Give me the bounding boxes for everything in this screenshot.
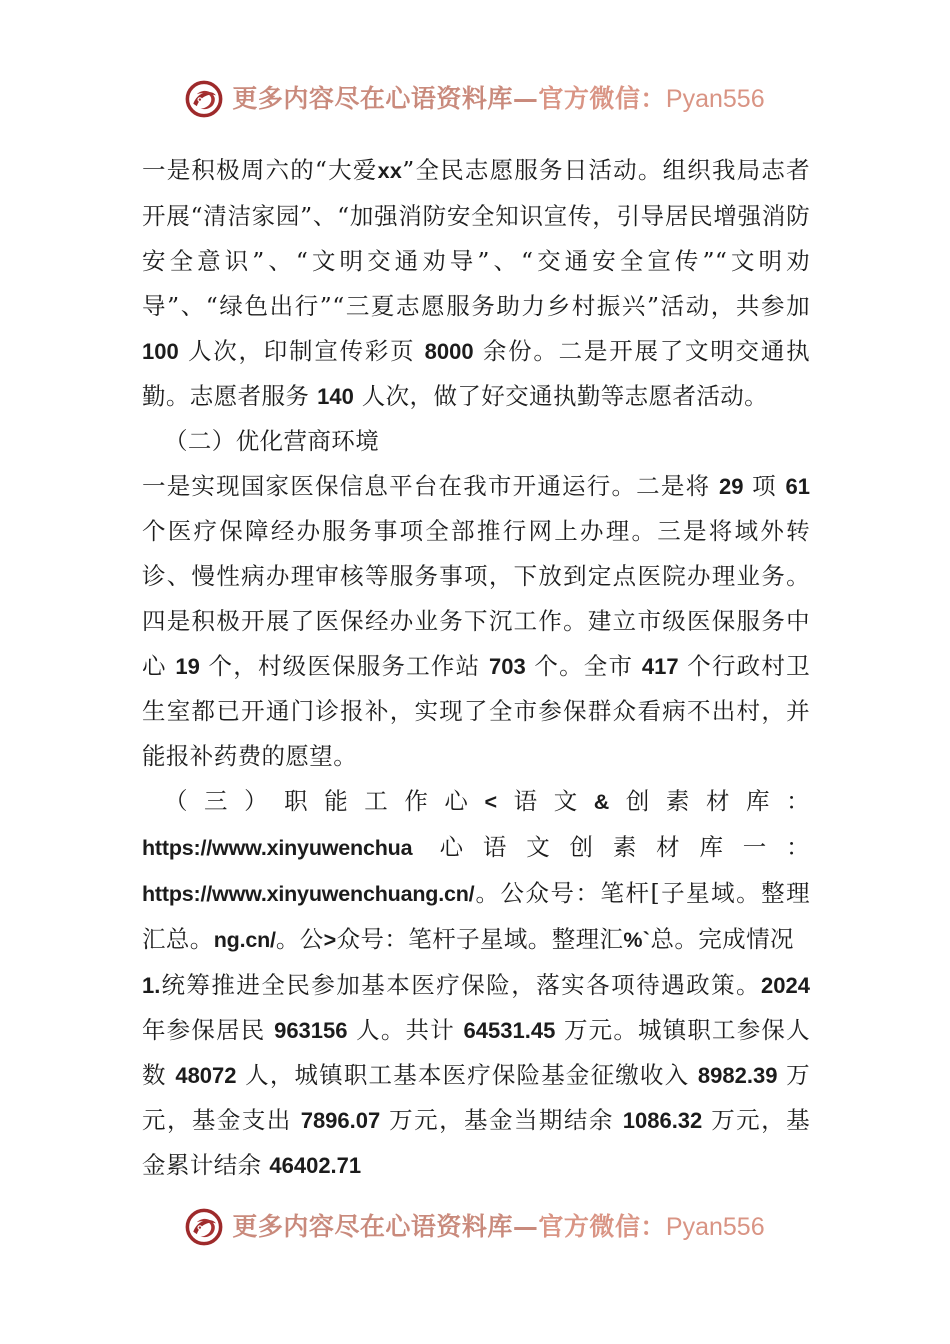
text-run: 人次，印制宣传彩页 bbox=[178, 337, 425, 365]
text-run: （三）职能工作心 bbox=[164, 787, 485, 815]
text-run: 8982.39 bbox=[697, 1063, 778, 1088]
text-run: 1. bbox=[142, 973, 161, 998]
text-run: 个。全市 bbox=[525, 652, 642, 680]
text-run: 语文 bbox=[497, 787, 594, 815]
watermark-main-text: 更多内容尽在心语资料库— bbox=[232, 84, 539, 113]
text-run: 心语文创素材库一： bbox=[412, 833, 810, 861]
text-run: 703 bbox=[488, 654, 526, 679]
text-run: 项 bbox=[743, 472, 786, 500]
watermark-text bbox=[232, 86, 764, 112]
text-run: 100 bbox=[142, 339, 179, 364]
text-run: 创素材库： bbox=[609, 787, 811, 815]
watermark-header bbox=[0, 80, 950, 118]
text-run: 个行政村卫生室都已开通门诊报补，实现了全市参保群众看病不出村，并能报补药费的愿望。 bbox=[142, 652, 810, 770]
swirl-fish-logo-icon bbox=[185, 80, 223, 118]
text-run: 一是实现国家医保信息平台在我市开通运行。二是将 bbox=[142, 472, 719, 500]
text-run: 417 bbox=[641, 654, 679, 679]
text-run: 万元，基金当期结余 bbox=[380, 1106, 623, 1134]
text-run: xx bbox=[377, 159, 403, 183]
text-run: 2024 bbox=[761, 973, 810, 998]
watermark-text bbox=[232, 1214, 764, 1240]
text-run: 64531.45 bbox=[463, 1018, 556, 1043]
text-run: 人，城镇职工基本医疗保险基金征缴收入 bbox=[236, 1061, 698, 1089]
text-run: 7896.07 bbox=[300, 1108, 381, 1133]
heading-functional-work-garbled bbox=[142, 779, 810, 963]
para-volunteer-activities bbox=[142, 148, 810, 419]
text-run: 963156 bbox=[274, 1018, 348, 1043]
text-run: 140 bbox=[317, 384, 354, 409]
text-run: ng.cn/ bbox=[213, 928, 276, 952]
text-run: 年参保居民 bbox=[142, 1016, 275, 1044]
heading-business-environment bbox=[142, 419, 810, 464]
text-run: < bbox=[484, 790, 498, 814]
text-run: 万元，基金累计结余 bbox=[142, 1106, 810, 1179]
text-run: https://www.xinyuwenchua bbox=[142, 836, 413, 860]
text-run: 万元。城镇职工参保人数 bbox=[142, 1016, 811, 1089]
text-run: & bbox=[593, 790, 610, 814]
text-run: 总。完成情况 bbox=[650, 925, 794, 953]
watermark-wechat-id: Pyan556 bbox=[665, 85, 765, 113]
swirl-fish-logo-icon bbox=[185, 1208, 223, 1246]
text-run: 一是积极周六的“大爱 bbox=[142, 156, 378, 184]
text-run: 。公众号：笔杆[子星域。整理汇总。 bbox=[142, 879, 810, 953]
text-run: 人。共计 bbox=[347, 1016, 464, 1044]
watermark-label: 官方微信： bbox=[538, 84, 666, 113]
text-run: 8000 bbox=[424, 339, 474, 364]
text-run: %` bbox=[623, 928, 651, 952]
text-run: 48072 bbox=[175, 1063, 237, 1088]
document-body bbox=[142, 148, 810, 1188]
text-run: > bbox=[323, 928, 337, 952]
text-run: ”全民志愿服务日活动。组织我局志者开展“清洁家园”、“加强消防安全知识宣传，引导居民增强消防安全意识”、“文明交通劝导”、“交通安全宣传”“文明劝导”、“绿色出行”“三夏志愿服务助力乡村振兴”活动，共参加 bbox=[142, 156, 810, 320]
text-run: 万元，基金支出 bbox=[142, 1061, 810, 1134]
text-run: 人次，做了好交通执勤等志愿者活动。 bbox=[353, 382, 769, 410]
watermark-footer bbox=[0, 1208, 950, 1246]
text-run: 1086.32 bbox=[622, 1108, 703, 1133]
text-run: 19 bbox=[175, 654, 200, 679]
text-run: 余份。二是开展了文明交通执勤。志愿者服务 bbox=[142, 337, 810, 410]
text-run: 统筹推进全民参加基本医疗保险，落实各项待遇政策。 bbox=[160, 971, 762, 999]
watermark-wechat-id: Pyan556 bbox=[665, 1213, 765, 1241]
watermark-label: 官方微信： bbox=[538, 1212, 666, 1241]
text-run: 。公 bbox=[275, 925, 324, 953]
text-run: 29 bbox=[718, 474, 744, 499]
text-run: 46402.71 bbox=[269, 1153, 362, 1178]
text-run: 个，村级医保服务工作站 bbox=[199, 652, 489, 680]
para-medical-insurance-platform bbox=[142, 464, 810, 779]
text-run: 众号：笔杆子星域。整理汇 bbox=[336, 925, 624, 953]
text-run: 61 bbox=[785, 474, 811, 499]
text-run: （二）优化营商环境 bbox=[164, 427, 380, 455]
text-run: https://www.xinyuwenchuang.cn/ bbox=[142, 882, 475, 906]
text-run: 个医疗保障经办服务事项全部推行网上办理。三是将域外转诊、慢性病办理审核等服务事项，下放到定点医院办理业务。四是积极开展了医保经办业务下沉工作。建立市级医保服务中心 bbox=[142, 517, 810, 680]
para-insurance-statistics bbox=[142, 963, 810, 1188]
watermark-main-text: 更多内容尽在心语资料库— bbox=[232, 1212, 539, 1241]
